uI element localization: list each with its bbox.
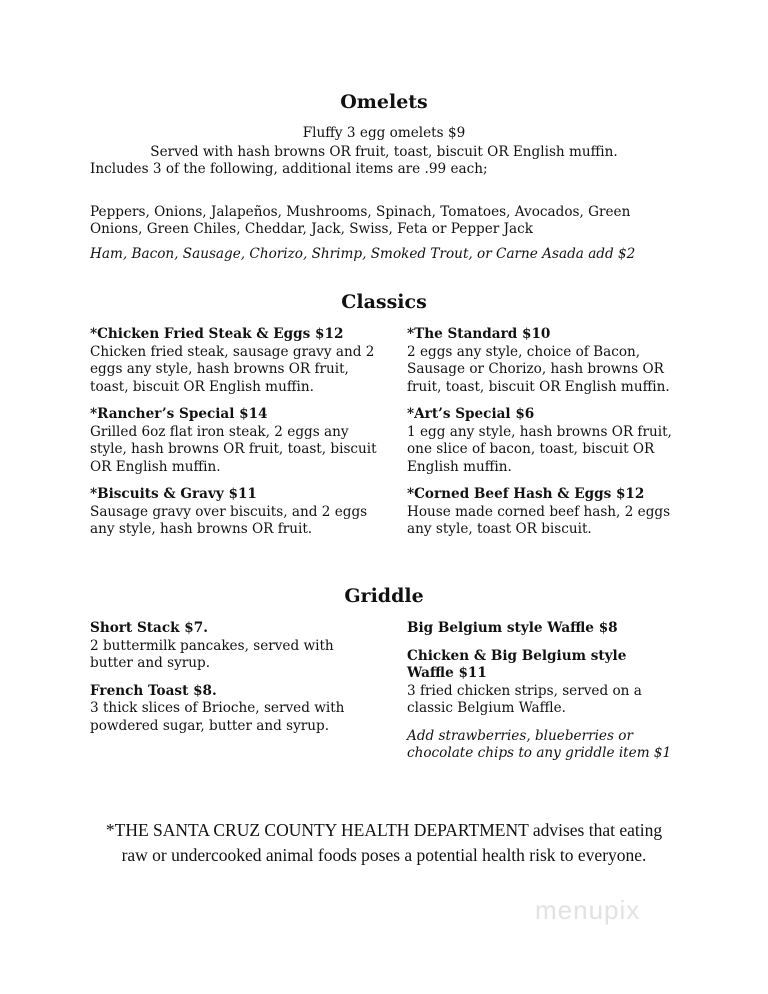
menu-item xyxy=(90,486,380,539)
omelets-sides-line: Served with hash browns OR fruit, toast, biscuit OR English muffin. xyxy=(150,144,618,160)
item-title: Chicken & Big Belgium style Waffle $11 xyxy=(407,647,627,681)
omelets-includes-line: Includes 3 of the following, additional items are .99 each; xyxy=(90,161,488,177)
menu-item xyxy=(407,406,697,476)
item-title: Big Belgium style Waffle $8 xyxy=(407,620,618,636)
classics-left-column xyxy=(90,326,380,549)
menu-item xyxy=(90,683,380,736)
classics-right-column xyxy=(407,326,697,549)
griddle-left-column xyxy=(90,620,380,745)
menu-item xyxy=(90,406,380,476)
omelets-heading: Omelets xyxy=(340,91,428,113)
item-title: *The Standard $10 xyxy=(407,326,551,342)
menupix-watermark: menupix xyxy=(535,895,641,925)
item-title: *Corned Beef Hash & Eggs $12 xyxy=(407,486,645,502)
menu-item xyxy=(407,620,677,638)
item-title: French Toast $8. xyxy=(90,682,217,699)
omelets-meat-line: Ham, Bacon, Sausage, Chorizo, Shrimp, Smoked Trout, or Carne Asada add $2 xyxy=(90,246,636,262)
item-description: 2 buttermilk pancakes, served with butter and syrup. xyxy=(90,637,334,671)
omelets-veg-line-1: Peppers, Onions, Jalapeños, Mushrooms, Spinach, Tomatoes, Avocados, Green xyxy=(90,204,631,220)
item-title: Short Stack $7. xyxy=(90,620,208,636)
health-disclaimer-line-2: raw or undercooked animal foods poses a potential health risk to everyone. xyxy=(121,845,647,865)
omelets-veg-line-2: Onions, Green Chiles, Cheddar, Jack, Swiss, Feta or Pepper Jack xyxy=(90,221,534,237)
menu-item xyxy=(407,486,697,539)
menu-item xyxy=(90,326,380,396)
omelets-price-line: Fluffy 3 egg omelets $9 xyxy=(302,125,466,141)
menu-item xyxy=(90,620,380,673)
menu-item xyxy=(407,648,677,718)
item-title: *Biscuits & Gravy $11 xyxy=(90,486,257,502)
item-description: Sausage gravy over biscuits, and 2 eggs any style, hash browns OR fruit. xyxy=(90,503,368,537)
griddle-right-column xyxy=(407,620,677,763)
griddle-addon-note: Add strawberries, blueberries or chocolate chips to any griddle item $1 xyxy=(407,727,672,761)
item-title: *Chicken Fried Steak & Eggs $12 xyxy=(90,326,344,342)
item-description: 1 egg any style, hash browns OR fruit, one slice of bacon, toast, biscuit OR English muffin. xyxy=(407,423,672,475)
item-description: 3 fried chicken strips, served on a classic Belgium Waffle. xyxy=(407,682,642,716)
item-description: 3 thick slices of Brioche, served with powdered sugar, butter and syrup. xyxy=(90,700,345,734)
item-title: *Rancher’s Special $14 xyxy=(90,406,268,422)
item-title: *Art’s Special $6 xyxy=(407,406,535,422)
item-description: House made corned beef hash, 2 eggs any style, toast OR biscuit. xyxy=(407,503,671,537)
item-description: Grilled 6oz flat iron steak, 2 eggs any style, hash browns OR fruit, toast, biscuit OR English muffin. xyxy=(90,423,377,475)
item-description: 2 eggs any style, choice of Bacon, Sausage or Chorizo, hash browns OR fruit, toast, biscuit OR English muffin. xyxy=(407,343,670,395)
classics-heading: Classics xyxy=(341,291,427,313)
health-disclaimer-line-1: *THE SANTA CRUZ COUNTY HEALTH DEPARTMENT advises that eating xyxy=(105,820,663,840)
griddle-heading: Griddle xyxy=(344,585,424,607)
item-description: Chicken fried steak, sausage gravy and 2 eggs any style, hash browns OR fruit, toast, biscuit OR English muffin. xyxy=(90,343,375,395)
menu-item xyxy=(407,326,697,396)
